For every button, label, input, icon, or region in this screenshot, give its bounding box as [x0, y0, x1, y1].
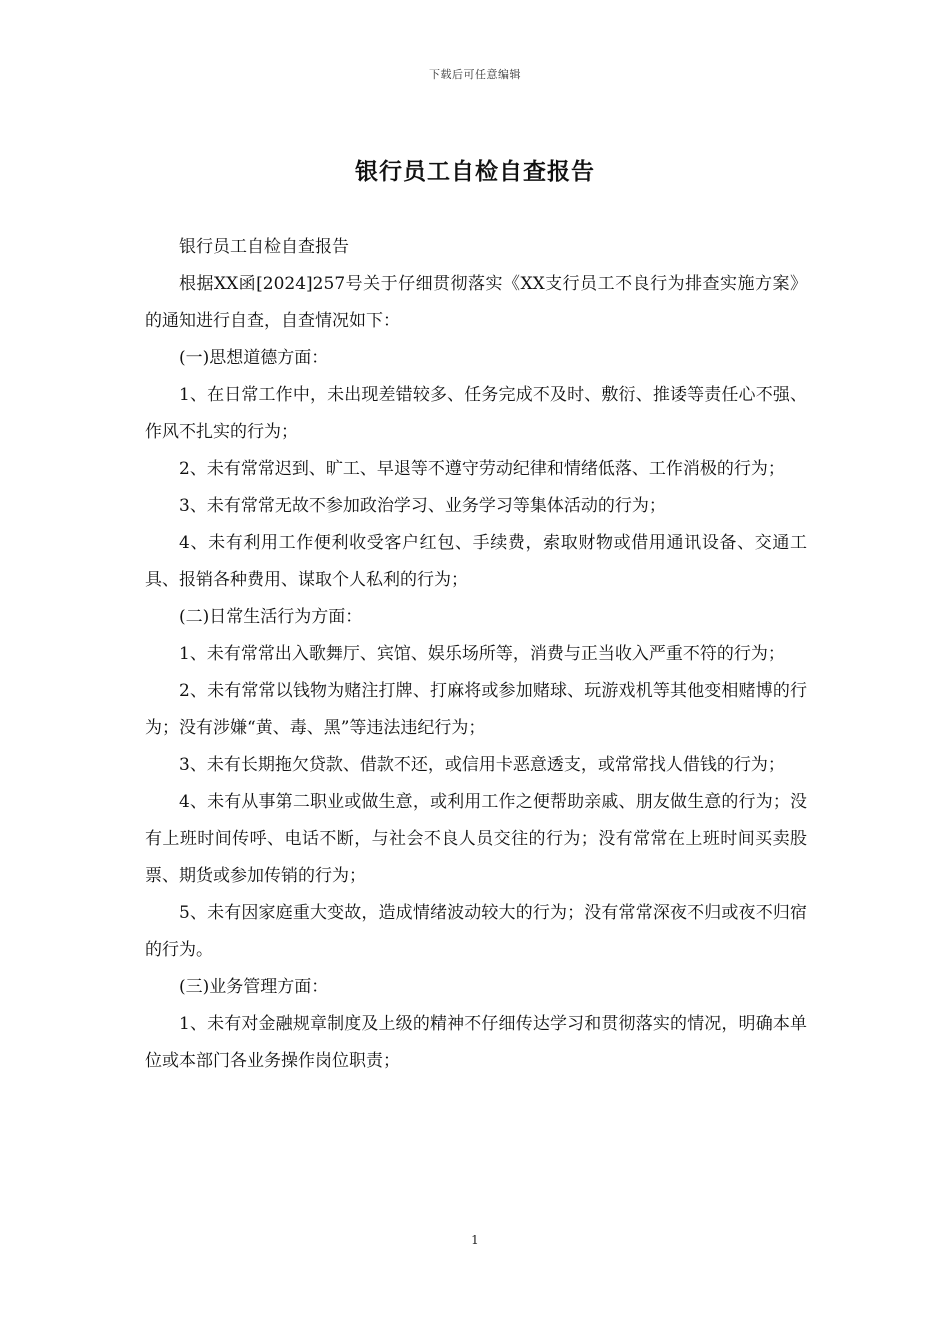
section-heading-ideology: (一)思想道德方面：: [179, 348, 329, 368]
header-note: 下载后可任意编辑: [429, 68, 521, 81]
list-item: 3、未有常常无故不参加政治学习、业务学习等集体活动的行为；: [179, 496, 666, 516]
document-body: [145, 229, 807, 1080]
paragraph-intro: 根据XX函[2024]257号关于仔细贯彻落实《XX支行员工不良行为排查实施方案》的通知进行自查，自查情况如下：: [145, 274, 807, 331]
list-item: 5、未有因家庭重大变故，造成情绪波动较大的行为；没有常常深夜不归或夜不归宿的行为。: [145, 903, 807, 960]
section-heading-business: (三)业务管理方面：: [179, 977, 329, 997]
section-heading-daily-life: (二)日常生活行为方面：: [179, 607, 363, 627]
list-item: 1、在日常工作中，未出现差错较多、任务完成不及时、敷衍、推诿等责任心不强、作风不扎实的行为；: [145, 385, 807, 442]
list-item: 2、未有常常迟到、旷工、早退等不遵守劳动纪律和情绪低落、工作消极的行为；: [179, 459, 785, 479]
list-item: 4、未有从事第二职业或做生意，或利用工作之便帮助亲戚、朋友做生意的行为；没有上班时间传呼、电话不断，与社会不良人员交往的行为；没有常常在上班时间买卖股票、期货或参加传销的行为；: [145, 792, 807, 886]
paragraph-subtitle: 银行员工自检自查报告: [179, 237, 349, 257]
document-title: 银行员工自检自查报告: [355, 158, 595, 185]
list-item: 3、未有长期拖欠贷款、借款不还，或信用卡恶意透支，或常常找人借钱的行为；: [179, 755, 785, 775]
list-item: 1、未有常常出入歌舞厅、宾馆、娱乐场所等，消费与正当收入严重不符的行为；: [179, 644, 785, 664]
list-item: 4、未有利用工作便利收受客户红包、手续费，索取财物或借用通讯设备、交通工具、报销各种费用、谋取个人私利的行为；: [145, 533, 807, 590]
page-number: 1: [471, 1233, 479, 1247]
list-item: 1、未有对金融规章制度及上级的精神不仔细传达学习和贯彻落实的情况，明确本单位或本部门各业务操作岗位职责；: [145, 1014, 807, 1071]
list-item: 2、未有常常以钱物为赌注打牌、打麻将或参加赌球、玩游戏机等其他变相赌博的行为；没有涉嫌“黄、毒、黑”等违法违纪行为；: [145, 681, 807, 738]
